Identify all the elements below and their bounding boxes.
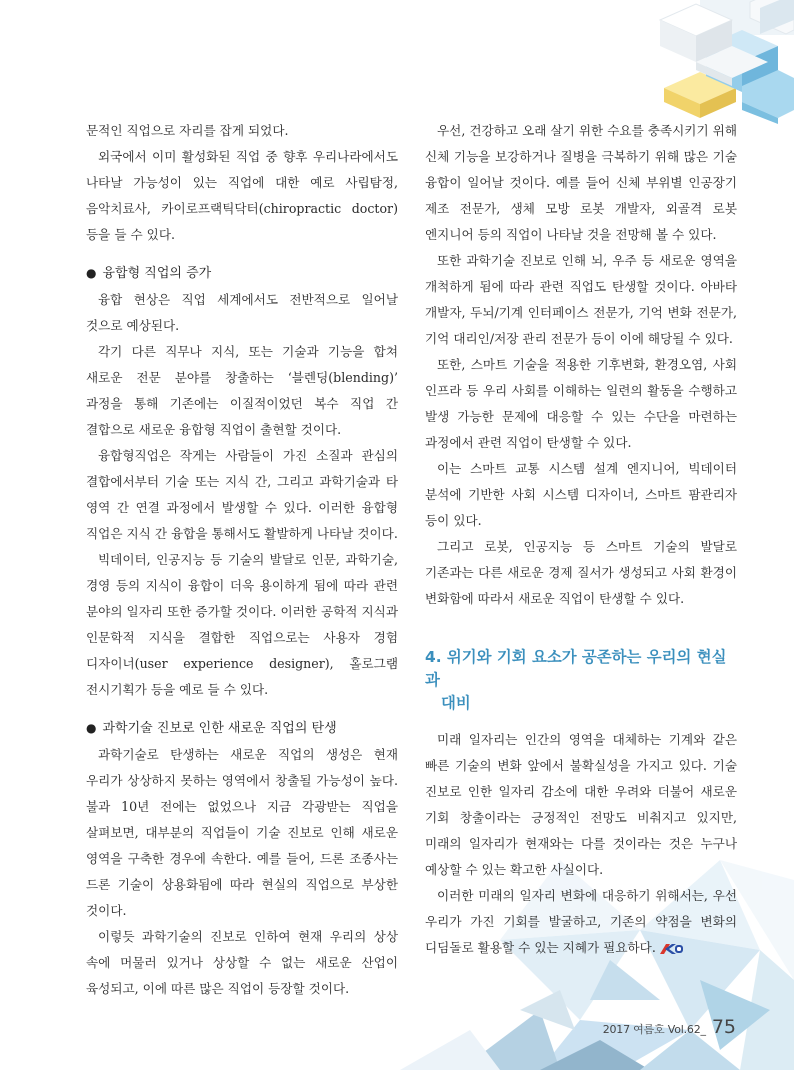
spacer [425,612,737,646]
spacer [425,715,737,727]
subheading [86,260,398,287]
spacer [86,703,398,715]
paragraph-text: 외국에서 이미 활성화된 직업 중 향후 우리나라에서도 나타날 가능성이 있는 직업에 대한 예로 사립탐정, 음악치료사, 카이로프랙틱닥터(chiropractic doctor) 등을 들 수 있다. [86,149,398,242]
paragraph-text: 이는 스마트 교통 시스템 설계 엔지니어, 빅데이터 분석에 기반한 사회 시스템 디자이너, 스마트 팜관리자 등이 있다. [425,461,737,528]
paragraph [425,456,737,534]
paragraph [86,924,398,1002]
paragraph [425,352,737,456]
paragraph [86,144,398,248]
paragraph [86,742,398,924]
left-column [86,118,398,1002]
paragraph [86,118,398,144]
paragraph [425,248,737,352]
paragraph-text: 그리고 로봇, 인공지능 등 스마트 기술의 발달로 기존과는 다른 새로운 경제 질서가 생성되고 사회 환경이 변화함에 따라서 새로운 직업이 탄생할 수 있다. [425,539,737,606]
paragraph [86,339,398,443]
bullet-icon: ● [86,721,97,735]
paragraph [425,534,737,612]
paragraph-text: 빅데이터, 인공지능 등 기술의 발달로 인문, 과학기술, 경영 등의 지식이 융합이 더욱 용이하게 됨에 따라 관련 분야의 일자리 또한 증가할 것이다. 이러한 공학적 지식과 인문학적 지식을 결합한 직업으로는 사용자 경험 디자이너(user experience designer), 홀로그램 전시기획가 등을 예로 들 수 있다. [86,552,398,697]
kd-logo-icon [660,943,684,955]
paragraph-text: 또한 과학기술 진보로 인해 뇌, 우주 등 새로운 영역을 개척하게 됨에 따라 관련 직업도 탄생할 것이다. 아바타 개발자, 두뇌/기계 인터페이스 전문가, 기억 변화 전문가, 기억 대리인/저장 관리 전문가 등이 이에 해당될 수 있다. [425,253,737,346]
page-footer [603,1016,736,1038]
paragraph-text: 과학기술로 탄생하는 새로운 직업의 생성은 현재 우리가 상상하지 못하는 영역에서 창출될 가능성이 높다. 불과 10년 전에는 없었으나 지금 각광받는 직업을 살펴보면, 대부분의 직업들이 기술 진보로 인해 새로운 영역을 구축한 경우에 속한다. 예를 들어, 드론 조종사는 드론 기술이 상용화됨에 따라 현실의 직업으로 부상한 것이다. [86,747,398,918]
paragraph-text: 융합 현상은 직업 세계에서도 전반적으로 일어날 것으로 예상된다. [86,292,398,333]
paragraph-text: 각기 다른 직무나 지식, 또는 기술과 기능을 합쳐 새로운 전문 분야를 창출하는 ‘블렌딩(blending)’ 과정을 통해 기존에는 이질적이었던 복수 직업 간 결합으로 새로운 융합형 직업이 출현할 것이다. [86,344,398,437]
section-title-line1: 4. 위기와 기회 요소가 공존하는 우리의 현실과 [425,648,727,689]
paragraph-text: 또한, 스마트 기술을 적용한 기후변화, 환경오염, 사회 인프라 등 우리 사회를 이해하는 일련의 활동을 수행하고 발생 가능한 문제에 대응할 수 있는 수단을 마련하는 과정에서 관련 직업이 탄생할 수 있다. [425,357,737,450]
section-title [425,646,737,715]
bullet-icon: ● [86,266,97,280]
issue-label: 2017 여름호 Vol.62_ [602,1023,706,1036]
paragraph-text: 미래 일자리는 인간의 영역을 대체하는 기계와 같은 빠른 기술의 변화 앞에서 불확실성을 가지고 있다. 기술 진보로 인한 일자리 감소에 대한 우려와 더불어 새로운 기회 창출이라는 긍정적인 전망도 비춰지고 있지만, 미래의 일자리가 현재와는 다를 것이라는 것은 누구나 예상할 수 있는 확고한 사실이다. [425,732,737,877]
subheading-text: 과학기술 진보로 인한 새로운 직업의 탄생 [102,721,337,736]
paragraph [425,118,737,248]
section-title-line2: 대비 [441,694,471,712]
paragraph-text: 우선, 건강하고 오래 살기 위한 수요를 충족시키기 위해 신체 기능을 보강하거나 질병을 극복하기 위해 많은 기술 융합이 일어날 것이다. 예를 들어 신체 부위별 인공장기 제조 전문가, 생체 모방 로봇 개발자, 외골격 로봇 엔지니어 등의 직업이 나타날 것을 전망해 볼 수 있다. [425,123,737,242]
spacer [86,248,398,260]
paragraph-text: 융합형직업은 작게는 사람들이 가진 소질과 관심의 결합에서부터 기술 또는 지식 간, 그리고 과학기술과 타 영역 간 연결 과정에서 발생할 수 있다. 이러한 융합형 직업은 지식 간 융합을 통해서도 활발하게 나타날 것이다. [86,448,398,541]
paragraph [86,443,398,547]
cube-cluster-illustration [660,0,794,124]
page-number: 75 [711,1016,736,1038]
paragraph [86,547,398,703]
subheading [86,715,398,742]
paragraph [86,287,398,339]
paragraph [425,727,737,883]
paragraph-text: 이러한 미래의 일자리 변화에 대응하기 위해서는, 우선 우리가 가진 기회를 발굴하고, 기존의 약점을 변화의 디딤돌로 활용할 수 있는 지혜가 필요하다. [425,888,737,955]
paragraph [425,883,737,961]
paragraph-text: 이렇듯 과학기술의 진보로 인하여 현재 우리의 상상 속에 머물러 있거나 상상할 수 없는 새로운 산업이 육성되고, 이에 따른 많은 직업이 등장할 것이다. [86,929,398,996]
subheading-text: 융합형 직업의 증가 [102,266,212,281]
paragraph-text: 문적인 직업으로 자리를 잡게 되었다. [86,123,289,138]
right-column [425,118,737,961]
